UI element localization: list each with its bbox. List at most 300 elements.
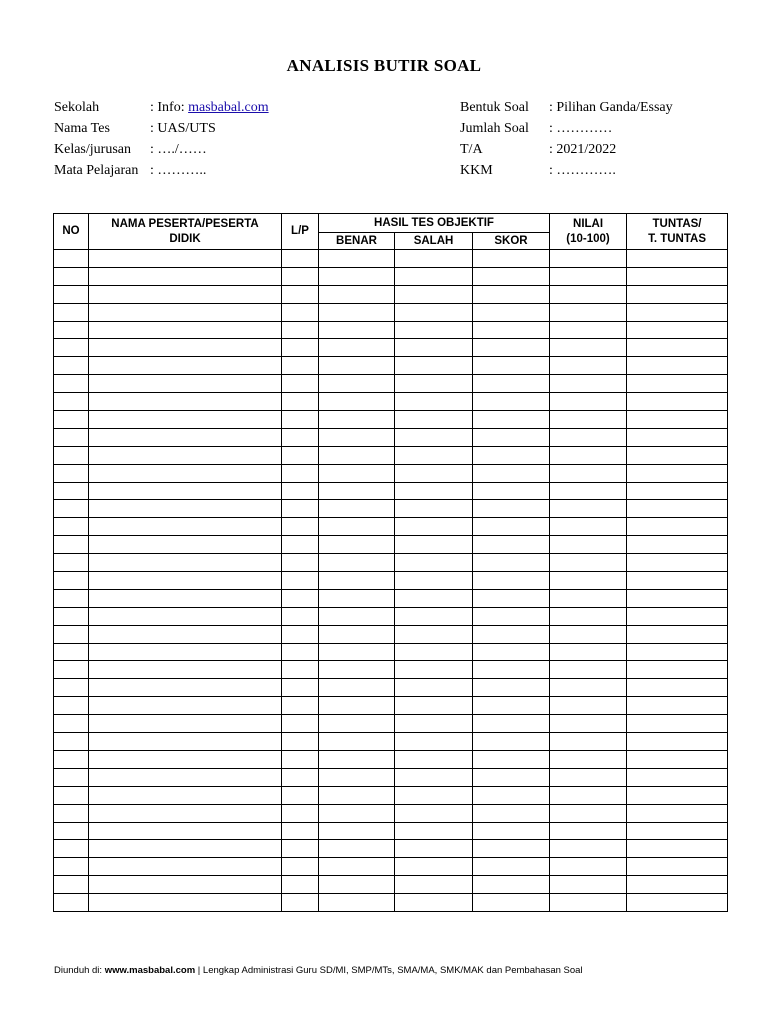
table-cell[interactable]	[550, 518, 627, 536]
table-cell[interactable]	[89, 643, 282, 661]
table-cell[interactable]	[54, 500, 89, 518]
table-cell[interactable]	[282, 876, 319, 894]
table-cell[interactable]	[319, 285, 395, 303]
table-cell[interactable]	[319, 715, 395, 733]
table-cell[interactable]	[395, 572, 473, 590]
table-cell[interactable]	[54, 285, 89, 303]
table-cell[interactable]	[54, 679, 89, 697]
table-cell[interactable]	[395, 518, 473, 536]
table-cell[interactable]	[319, 661, 395, 679]
table-cell[interactable]	[395, 750, 473, 768]
table-cell[interactable]	[395, 607, 473, 625]
table-cell[interactable]	[395, 250, 473, 268]
table-cell[interactable]	[89, 715, 282, 733]
table-cell[interactable]	[473, 446, 550, 464]
table-cell[interactable]	[473, 393, 550, 411]
table-cell[interactable]	[550, 750, 627, 768]
table-cell[interactable]	[473, 267, 550, 285]
table-cell[interactable]	[550, 482, 627, 500]
table-cell[interactable]	[319, 536, 395, 554]
table-cell[interactable]	[54, 607, 89, 625]
table-cell[interactable]	[473, 482, 550, 500]
table-cell[interactable]	[627, 250, 728, 268]
table-cell[interactable]	[282, 572, 319, 590]
table-cell[interactable]	[473, 625, 550, 643]
table-cell[interactable]	[473, 894, 550, 912]
table-cell[interactable]	[627, 554, 728, 572]
table-cell[interactable]	[395, 303, 473, 321]
table-cell[interactable]	[319, 500, 395, 518]
table-cell[interactable]	[395, 804, 473, 822]
table-cell[interactable]	[627, 464, 728, 482]
table-cell[interactable]	[550, 625, 627, 643]
table-cell[interactable]	[319, 589, 395, 607]
table-cell[interactable]	[319, 607, 395, 625]
table-cell[interactable]	[627, 625, 728, 643]
table-cell[interactable]	[550, 661, 627, 679]
table-cell[interactable]	[627, 303, 728, 321]
table-cell[interactable]	[627, 446, 728, 464]
table-cell[interactable]	[550, 589, 627, 607]
table-cell[interactable]	[550, 607, 627, 625]
table-cell[interactable]	[89, 768, 282, 786]
table-cell[interactable]	[550, 572, 627, 590]
table-cell[interactable]	[282, 357, 319, 375]
table-cell[interactable]	[89, 679, 282, 697]
table-cell[interactable]	[54, 303, 89, 321]
table-cell[interactable]	[282, 536, 319, 554]
table-cell[interactable]	[627, 589, 728, 607]
table-cell[interactable]	[54, 804, 89, 822]
table-cell[interactable]	[319, 321, 395, 339]
table-cell[interactable]	[282, 679, 319, 697]
table-cell[interactable]	[395, 411, 473, 429]
table-cell[interactable]	[395, 339, 473, 357]
table-cell[interactable]	[550, 357, 627, 375]
table-cell[interactable]	[282, 858, 319, 876]
table-cell[interactable]	[473, 697, 550, 715]
table-cell[interactable]	[319, 858, 395, 876]
table-cell[interactable]	[473, 464, 550, 482]
table-cell[interactable]	[54, 625, 89, 643]
table-cell[interactable]	[319, 876, 395, 894]
table-cell[interactable]	[395, 768, 473, 786]
table-cell[interactable]	[395, 661, 473, 679]
table-cell[interactable]	[550, 536, 627, 554]
table-cell[interactable]	[627, 858, 728, 876]
table-cell[interactable]	[473, 536, 550, 554]
table-cell[interactable]	[54, 715, 89, 733]
table-cell[interactable]	[89, 697, 282, 715]
table-cell[interactable]	[473, 428, 550, 446]
table-cell[interactable]	[54, 428, 89, 446]
table-cell[interactable]	[319, 697, 395, 715]
table-cell[interactable]	[395, 375, 473, 393]
table-cell[interactable]	[319, 679, 395, 697]
table-cell[interactable]	[89, 321, 282, 339]
table-cell[interactable]	[627, 679, 728, 697]
table-cell[interactable]	[473, 661, 550, 679]
table-cell[interactable]	[627, 607, 728, 625]
table-cell[interactable]	[627, 500, 728, 518]
table-cell[interactable]	[282, 464, 319, 482]
table-cell[interactable]	[550, 643, 627, 661]
table-cell[interactable]	[395, 393, 473, 411]
table-cell[interactable]	[473, 750, 550, 768]
table-cell[interactable]	[550, 375, 627, 393]
table-cell[interactable]	[473, 858, 550, 876]
table-cell[interactable]	[282, 267, 319, 285]
table-cell[interactable]	[282, 589, 319, 607]
table-cell[interactable]	[282, 482, 319, 500]
table-cell[interactable]	[395, 679, 473, 697]
table-cell[interactable]	[282, 768, 319, 786]
table-cell[interactable]	[282, 500, 319, 518]
table-cell[interactable]	[89, 375, 282, 393]
table-cell[interactable]	[395, 554, 473, 572]
table-cell[interactable]	[89, 446, 282, 464]
table-cell[interactable]	[550, 339, 627, 357]
table-cell[interactable]	[550, 733, 627, 751]
table-cell[interactable]	[473, 285, 550, 303]
table-cell[interactable]	[89, 536, 282, 554]
table-cell[interactable]	[54, 750, 89, 768]
table-cell[interactable]	[89, 500, 282, 518]
table-cell[interactable]	[627, 786, 728, 804]
table-cell[interactable]	[550, 786, 627, 804]
table-cell[interactable]	[282, 625, 319, 643]
table-cell[interactable]	[89, 786, 282, 804]
table-cell[interactable]	[395, 786, 473, 804]
table-cell[interactable]	[550, 321, 627, 339]
table-cell[interactable]	[282, 804, 319, 822]
table-cell[interactable]	[54, 482, 89, 500]
table-cell[interactable]	[550, 554, 627, 572]
table-cell[interactable]	[54, 357, 89, 375]
table-cell[interactable]	[473, 250, 550, 268]
table-cell[interactable]	[54, 768, 89, 786]
table-cell[interactable]	[282, 822, 319, 840]
table-cell[interactable]	[319, 411, 395, 429]
table-cell[interactable]	[550, 894, 627, 912]
table-cell[interactable]	[54, 589, 89, 607]
table-cell[interactable]	[89, 750, 282, 768]
table-cell[interactable]	[627, 536, 728, 554]
table-cell[interactable]	[395, 285, 473, 303]
table-cell[interactable]	[627, 411, 728, 429]
table-cell[interactable]	[319, 428, 395, 446]
table-cell[interactable]	[89, 661, 282, 679]
table-cell[interactable]	[282, 643, 319, 661]
table-cell[interactable]	[550, 679, 627, 697]
table-cell[interactable]	[319, 840, 395, 858]
table-cell[interactable]	[473, 589, 550, 607]
table-cell[interactable]	[627, 840, 728, 858]
table-cell[interactable]	[319, 267, 395, 285]
table-cell[interactable]	[550, 285, 627, 303]
table-cell[interactable]	[550, 500, 627, 518]
table-cell[interactable]	[395, 357, 473, 375]
table-row	[54, 393, 728, 411]
table-cell[interactable]	[473, 500, 550, 518]
table-cell[interactable]	[550, 267, 627, 285]
table-cell[interactable]	[89, 482, 282, 500]
table-cell[interactable]	[473, 303, 550, 321]
table-cell[interactable]	[550, 411, 627, 429]
table-cell[interactable]	[473, 357, 550, 375]
table-cell[interactable]	[473, 643, 550, 661]
table-cell[interactable]	[473, 375, 550, 393]
table-cell[interactable]	[319, 625, 395, 643]
table-cell[interactable]	[319, 464, 395, 482]
table-cell[interactable]	[282, 715, 319, 733]
table-cell[interactable]	[319, 339, 395, 357]
table-cell[interactable]	[627, 822, 728, 840]
table-cell[interactable]	[395, 267, 473, 285]
table-cell[interactable]	[627, 876, 728, 894]
table-cell[interactable]	[473, 679, 550, 697]
table-cell[interactable]	[627, 339, 728, 357]
table-cell[interactable]	[282, 321, 319, 339]
table-cell[interactable]	[282, 518, 319, 536]
table-cell[interactable]	[54, 393, 89, 411]
table-cell[interactable]	[473, 786, 550, 804]
table-cell[interactable]	[89, 464, 282, 482]
table-cell[interactable]	[627, 894, 728, 912]
table-cell[interactable]	[550, 840, 627, 858]
table-cell[interactable]	[282, 733, 319, 751]
table-cell[interactable]	[89, 572, 282, 590]
table-cell[interactable]	[282, 697, 319, 715]
table-cell[interactable]	[627, 357, 728, 375]
table-cell[interactable]	[89, 285, 282, 303]
table-cell[interactable]	[627, 267, 728, 285]
table-cell[interactable]	[627, 393, 728, 411]
table-cell[interactable]	[395, 428, 473, 446]
table-cell[interactable]	[473, 411, 550, 429]
table-cell[interactable]	[550, 804, 627, 822]
table-cell[interactable]	[89, 339, 282, 357]
table-cell[interactable]	[54, 876, 89, 894]
table-cell[interactable]	[395, 733, 473, 751]
table-cell[interactable]	[395, 536, 473, 554]
table-cell[interactable]	[89, 267, 282, 285]
table-cell[interactable]	[627, 768, 728, 786]
table-cell[interactable]	[54, 321, 89, 339]
table-cell[interactable]	[54, 411, 89, 429]
table-cell[interactable]	[550, 822, 627, 840]
table-cell[interactable]	[54, 572, 89, 590]
table-cell[interactable]	[282, 393, 319, 411]
table-cell[interactable]	[550, 715, 627, 733]
table-cell[interactable]	[473, 572, 550, 590]
table-cell[interactable]	[282, 786, 319, 804]
table-cell[interactable]	[54, 267, 89, 285]
table-cell[interactable]	[473, 822, 550, 840]
table-cell[interactable]	[282, 303, 319, 321]
table-cell[interactable]	[89, 625, 282, 643]
table-cell[interactable]	[54, 786, 89, 804]
table-cell[interactable]	[319, 393, 395, 411]
table-cell[interactable]	[395, 715, 473, 733]
table-cell[interactable]	[89, 840, 282, 858]
table-cell[interactable]	[319, 482, 395, 500]
table-cell[interactable]	[627, 733, 728, 751]
footer-site-link[interactable]: www.masbabal.com	[104, 965, 196, 976]
table-cell[interactable]	[282, 446, 319, 464]
table-cell[interactable]	[89, 411, 282, 429]
table-cell[interactable]	[89, 250, 282, 268]
table-cell[interactable]	[89, 733, 282, 751]
table-cell[interactable]	[282, 428, 319, 446]
table-cell[interactable]	[473, 554, 550, 572]
table-cell[interactable]	[89, 554, 282, 572]
table-cell[interactable]	[319, 733, 395, 751]
table-cell[interactable]	[319, 303, 395, 321]
table-cell[interactable]	[550, 697, 627, 715]
table-cell[interactable]	[550, 768, 627, 786]
table-cell[interactable]	[473, 518, 550, 536]
table-cell[interactable]	[54, 536, 89, 554]
table-cell[interactable]	[627, 375, 728, 393]
table-cell[interactable]	[627, 750, 728, 768]
table-cell[interactable]	[473, 733, 550, 751]
table-cell[interactable]	[282, 250, 319, 268]
table-cell[interactable]	[54, 661, 89, 679]
table-cell[interactable]	[473, 840, 550, 858]
table-cell[interactable]	[89, 428, 282, 446]
table-cell[interactable]	[627, 804, 728, 822]
table-cell[interactable]	[395, 876, 473, 894]
table-cell[interactable]	[395, 589, 473, 607]
table-cell[interactable]	[282, 750, 319, 768]
table-cell[interactable]	[54, 375, 89, 393]
table-cell[interactable]	[282, 339, 319, 357]
table-cell[interactable]	[627, 643, 728, 661]
table-cell[interactable]	[395, 482, 473, 500]
table-cell[interactable]	[627, 715, 728, 733]
table-cell[interactable]	[319, 786, 395, 804]
table-cell[interactable]	[473, 804, 550, 822]
table-cell[interactable]	[319, 375, 395, 393]
table-cell[interactable]	[395, 822, 473, 840]
table-cell[interactable]	[319, 554, 395, 572]
table-cell[interactable]	[627, 661, 728, 679]
table-cell[interactable]	[395, 464, 473, 482]
table-cell[interactable]	[627, 428, 728, 446]
school-link[interactable]: masbabal.com	[188, 100, 269, 115]
table-cell[interactable]	[395, 321, 473, 339]
table-cell[interactable]	[473, 768, 550, 786]
table-cell[interactable]	[282, 661, 319, 679]
table-cell[interactable]	[282, 554, 319, 572]
table-cell[interactable]	[627, 285, 728, 303]
table-cell[interactable]	[89, 303, 282, 321]
table-cell[interactable]	[54, 697, 89, 715]
table-cell[interactable]	[319, 357, 395, 375]
table-cell[interactable]	[627, 482, 728, 500]
table-cell[interactable]	[395, 500, 473, 518]
table-cell[interactable]	[54, 464, 89, 482]
table-cell[interactable]	[319, 518, 395, 536]
table-cell[interactable]	[395, 643, 473, 661]
table-cell[interactable]	[627, 697, 728, 715]
table-cell[interactable]	[319, 250, 395, 268]
table-cell[interactable]	[282, 411, 319, 429]
table-cell[interactable]	[54, 446, 89, 464]
table-cell[interactable]	[319, 822, 395, 840]
table-cell[interactable]	[282, 285, 319, 303]
table-cell[interactable]	[89, 822, 282, 840]
table-cell[interactable]	[319, 750, 395, 768]
table-cell[interactable]	[282, 840, 319, 858]
table-cell[interactable]	[54, 250, 89, 268]
table-cell[interactable]	[319, 894, 395, 912]
table-cell[interactable]	[54, 554, 89, 572]
table-cell[interactable]	[627, 321, 728, 339]
table-cell[interactable]	[54, 840, 89, 858]
table-cell[interactable]	[473, 607, 550, 625]
table-cell[interactable]	[89, 804, 282, 822]
table-cell[interactable]	[89, 589, 282, 607]
table-cell[interactable]	[550, 428, 627, 446]
table-cell[interactable]	[550, 876, 627, 894]
table-cell[interactable]	[395, 894, 473, 912]
table-cell[interactable]	[627, 518, 728, 536]
table-cell[interactable]	[473, 339, 550, 357]
table-cell[interactable]	[473, 876, 550, 894]
header-nama-line1: NAMA PESERTA/PESERTA	[111, 218, 259, 230]
table-cell[interactable]	[395, 858, 473, 876]
table-cell[interactable]	[89, 393, 282, 411]
table-cell[interactable]	[54, 339, 89, 357]
table-cell[interactable]	[627, 572, 728, 590]
table-cell[interactable]	[54, 643, 89, 661]
table-cell[interactable]	[282, 375, 319, 393]
table-cell[interactable]	[473, 321, 550, 339]
table-cell[interactable]	[54, 733, 89, 751]
table-cell[interactable]	[89, 876, 282, 894]
table-cell[interactable]	[550, 250, 627, 268]
table-cell[interactable]	[550, 393, 627, 411]
table-cell[interactable]	[395, 697, 473, 715]
table-cell[interactable]	[282, 894, 319, 912]
table-cell[interactable]	[395, 446, 473, 464]
table-cell[interactable]	[89, 894, 282, 912]
table-cell[interactable]	[550, 303, 627, 321]
table-cell[interactable]	[319, 804, 395, 822]
table-cell[interactable]	[54, 894, 89, 912]
table-cell[interactable]	[550, 464, 627, 482]
table-cell[interactable]	[319, 572, 395, 590]
table-cell[interactable]	[54, 858, 89, 876]
table-cell[interactable]	[550, 858, 627, 876]
table-cell[interactable]	[54, 822, 89, 840]
table-cell[interactable]	[473, 715, 550, 733]
table-cell[interactable]	[395, 625, 473, 643]
table-cell[interactable]	[89, 357, 282, 375]
table-cell[interactable]	[54, 518, 89, 536]
table-cell[interactable]	[395, 840, 473, 858]
table-cell[interactable]	[550, 446, 627, 464]
table-cell[interactable]	[89, 858, 282, 876]
table-cell[interactable]	[319, 446, 395, 464]
table-cell[interactable]	[89, 518, 282, 536]
table-cell[interactable]	[319, 643, 395, 661]
table-cell[interactable]	[89, 607, 282, 625]
table-cell[interactable]	[319, 768, 395, 786]
table-cell[interactable]	[282, 607, 319, 625]
